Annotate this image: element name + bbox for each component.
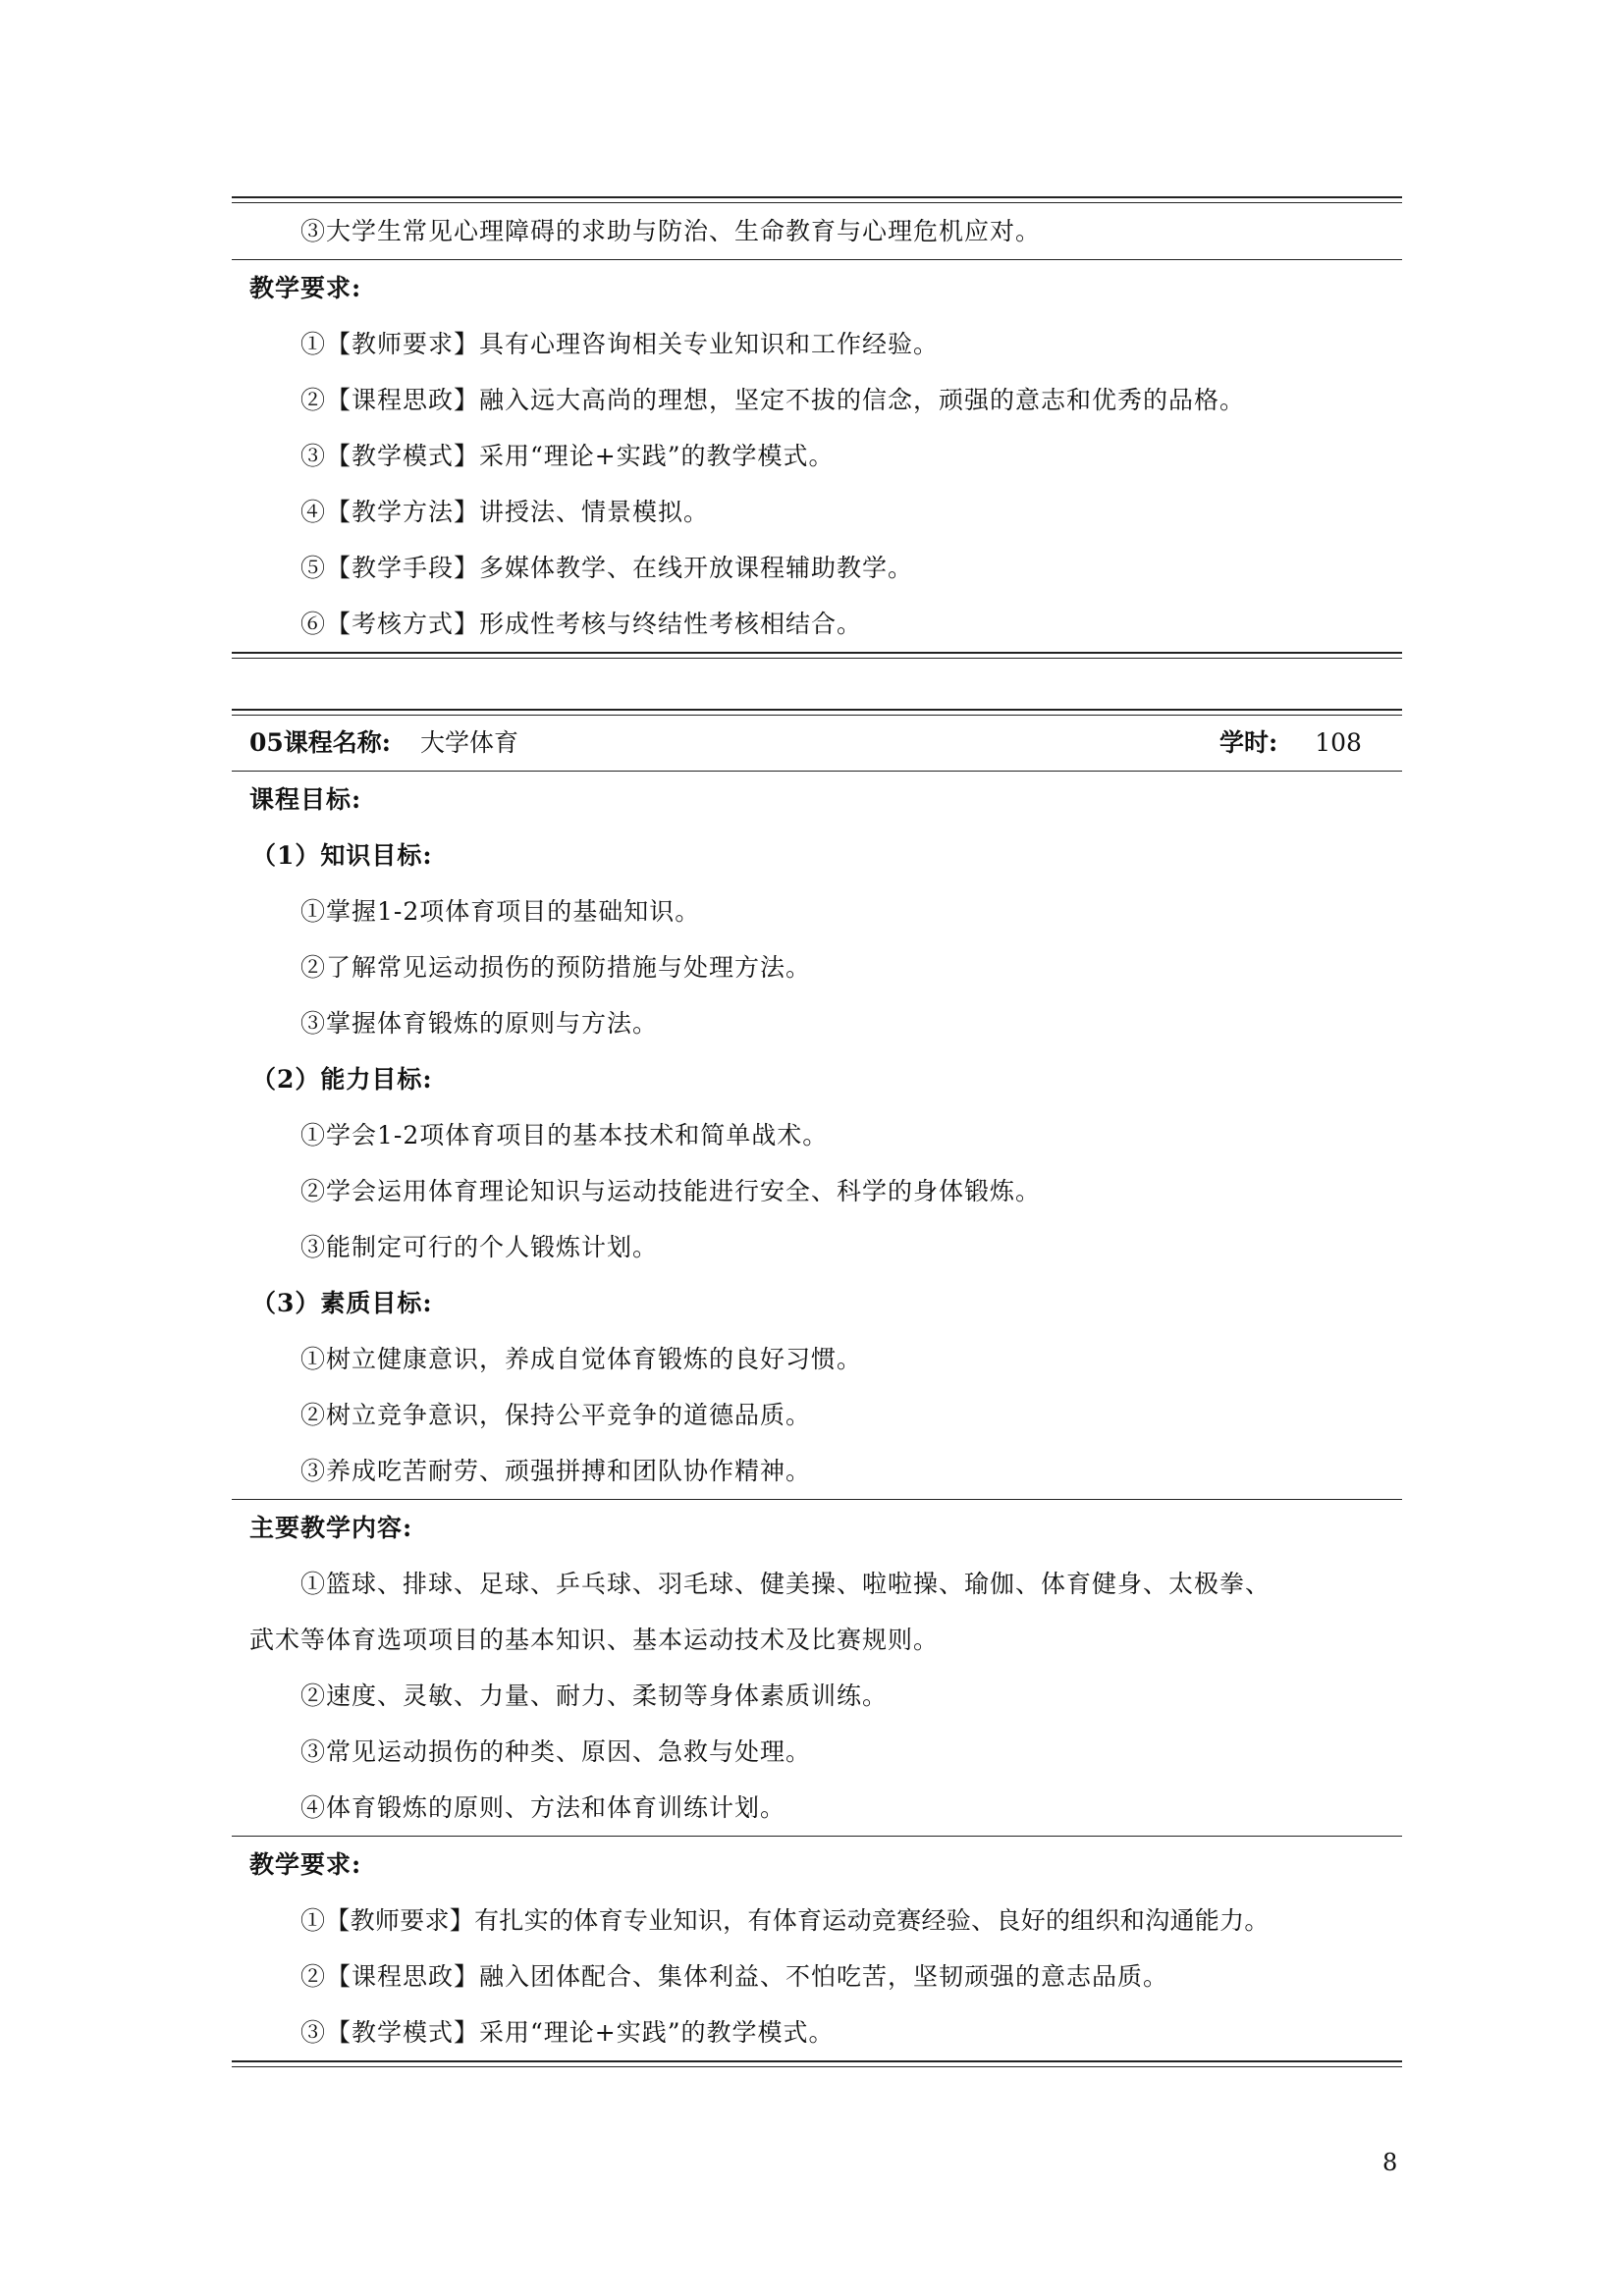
- ability-goal-item: ①学会1-2项体育项目的基本技术和简单战术。: [300, 1121, 829, 1149]
- content-item: ③常见运动损伤的种类、原因、急救与处理。: [300, 1737, 812, 1766]
- table-bottom-rule: [232, 2060, 1402, 2067]
- content-item: ①篮球、排球、足球、乒乓球、羽毛球、健美操、啦啦操、瑜伽、体育健身、太极拳、: [300, 1570, 1272, 1598]
- requirement-item: ①【教师要求】具有心理咨询相关专业知识和工作经验。: [300, 330, 940, 358]
- content-item: ②速度、灵敏、力量、耐力、柔韧等身体素质训练。: [300, 1682, 889, 1710]
- content-heading: 主要教学内容:: [249, 1514, 413, 1542]
- course-header-row: [232, 716, 1402, 771]
- course-hours-cell: [1219, 716, 1362, 771]
- requirement-item: ⑤【教学手段】多媒体教学、在线开放课程辅助教学。: [300, 554, 914, 582]
- knowledge-goal-item: ③掌握体育锻炼的原则与方法。: [300, 1009, 659, 1038]
- content-item: ④体育锻炼的原则、方法和体育训练计划。: [300, 1793, 786, 1822]
- course-name-label: 05课程名称:: [249, 728, 392, 757]
- course-hours-label: 学时:: [1219, 728, 1278, 757]
- previous-course-table: [232, 196, 1402, 659]
- requirement-item: ①【教师要求】有扎实的体育专业知识，有体育运动竞赛经验、良好的组织和沟通能力。: [300, 1906, 1270, 1935]
- knowledge-goal-item: ②了解常见运动损伤的预防措施与处理方法。: [300, 953, 812, 982]
- course-hours-value: 108: [1315, 728, 1362, 757]
- quality-goal-item: ①树立健康意识，养成自觉体育锻炼的良好习惯。: [300, 1345, 863, 1373]
- requirements-heading: 教学要求:: [249, 1850, 362, 1879]
- knowledge-goals-heading: （1）知识目标:: [251, 841, 433, 870]
- course-name-value: 大学体育: [420, 728, 519, 757]
- requirement-item: ②【课程思政】融入团体配合、集体利益、不怕吃苦，坚韧顽强的意志品质。: [300, 1962, 1169, 1991]
- ability-goals-heading: （2）能力目标:: [251, 1065, 433, 1094]
- quality-goal-item: ③养成吃苦耐劳、顽强拼搏和团队协作精神。: [300, 1457, 812, 1485]
- requirement-item: ④【教学方法】讲授法、情景模拟。: [300, 498, 710, 526]
- requirement-item: ③【教学模式】采用“理论+实践”的教学模式。: [300, 442, 835, 470]
- requirements-heading: 教学要求:: [249, 274, 362, 302]
- requirement-item: ②【课程思政】融入远大高尚的理想，坚定不拔的信念，顽强的意志和优秀的品格。: [300, 386, 1246, 414]
- ability-goal-item: ③能制定可行的个人锻炼计划。: [300, 1233, 659, 1261]
- knowledge-goal-item: ①掌握1-2项体育项目的基础知识。: [300, 897, 701, 926]
- table-bottom-rule: [232, 652, 1402, 659]
- course-name-cell: [249, 716, 518, 771]
- quality-goals-heading: （3）素质目标:: [251, 1289, 433, 1317]
- requirement-item: ③【教学模式】采用“理论+实践”的教学模式。: [300, 2018, 835, 2047]
- requirement-item: ⑥【考核方式】形成性考核与终结性考核相结合。: [300, 610, 863, 638]
- course-table: [232, 709, 1402, 2067]
- goals-heading: 课程目标:: [249, 785, 362, 814]
- ability-goal-item: ②学会运用体育理论知识与运动技能进行安全、科学的身体锻炼。: [300, 1177, 1042, 1205]
- quality-goal-item: ②树立竞争意识，保持公平竞争的道德品质。: [300, 1401, 812, 1429]
- table-top-rule: [232, 196, 1402, 203]
- content-item-continued: 武术等体育选项项目的基本知识、基本运动技术及比赛规则。: [249, 1626, 940, 1654]
- table-top-rule: [232, 709, 1402, 716]
- page-number: 8: [1382, 2149, 1398, 2176]
- content-item: ③大学生常见心理障碍的求助与防治、生命教育与心理危机应对。: [300, 217, 1042, 245]
